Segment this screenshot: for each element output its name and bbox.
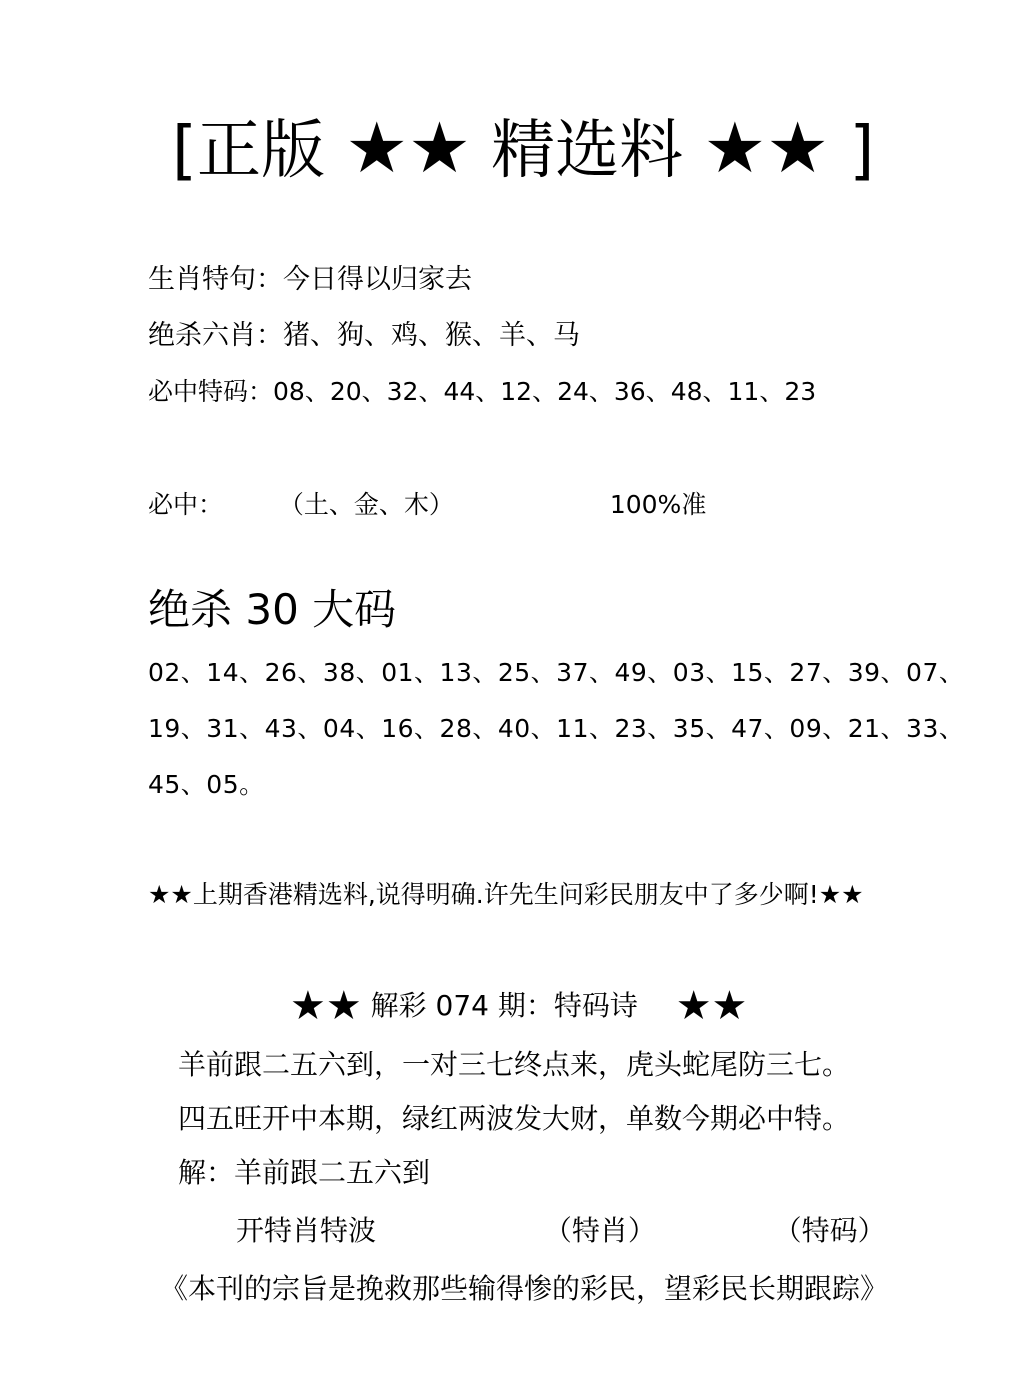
kill30-heading: 绝杀 30 大码	[148, 585, 397, 634]
poem-header-text: 解彩 074 期：特码诗	[370, 989, 638, 1022]
footer-slogan: 《本刊的宗旨是挽救那些输得惨的彩民，望彩民长期跟踪》	[160, 1272, 889, 1305]
kill30-row-3: 45、05。	[148, 770, 265, 799]
poem-line-4-b: （特肖）	[543, 1214, 656, 1247]
must-hit-value: （土、金、木）	[278, 490, 454, 519]
must-hit-accuracy: 100%准	[609, 490, 707, 519]
must-codes-line	[148, 374, 816, 410]
must-codes-value: 08、20、32、44、12、24、36、48、11、23	[273, 377, 817, 406]
poem-line-4	[236, 1212, 886, 1250]
zodiac-phrase-label: 生肖特句：	[148, 264, 283, 295]
poem-line-2: 四五旺开中本期，绿红两波发大财，单数今期必中特。	[178, 1102, 851, 1135]
kill30-row-1: 02、14、26、38、01、13、25、37、49、03、15、27、39、07、	[148, 658, 965, 687]
must-hit-label: 必中：	[148, 490, 224, 519]
zodiac-phrase-line	[148, 262, 472, 298]
kill-six-label: 绝杀六肖：	[148, 320, 283, 351]
kill30-row-2: 19、31、43、04、16、28、40、11、23、35、47、09、21、33、	[148, 714, 965, 743]
poem-header-stars-left: ★★	[290, 983, 362, 1029]
zodiac-phrase-value: 今日得以归家去	[283, 264, 472, 295]
title-stars-left: ★★	[345, 107, 471, 189]
poem-line-4-a: 开特肖特波	[236, 1214, 377, 1247]
title-stars-right: ★★	[703, 107, 830, 189]
promo-line: ★★上期香港精选料,说得明确.许先生问彩民朋友中了多少啊!★★	[148, 880, 864, 909]
must-codes-label: 必中特码：	[148, 377, 274, 406]
poem-line-4-c: （特码）	[773, 1214, 886, 1247]
poem-line-1: 羊前跟二五六到，一对三七终点来，虎头蛇尾防三七。	[178, 1048, 851, 1081]
poem-header	[290, 984, 747, 1028]
poem-header-stars-right: ★★	[675, 983, 748, 1029]
page-title	[172, 108, 874, 191]
must-hit-line	[148, 487, 706, 523]
kill-six-line	[148, 318, 580, 354]
poem-line-3: 解：羊前跟二五六到	[178, 1156, 431, 1189]
title-close: ]	[849, 114, 875, 188]
kill-six-value: 猪、狗、鸡、猴、羊、马	[283, 320, 580, 351]
title-open: [正版	[172, 114, 325, 188]
title-text: 精选料	[491, 114, 684, 188]
